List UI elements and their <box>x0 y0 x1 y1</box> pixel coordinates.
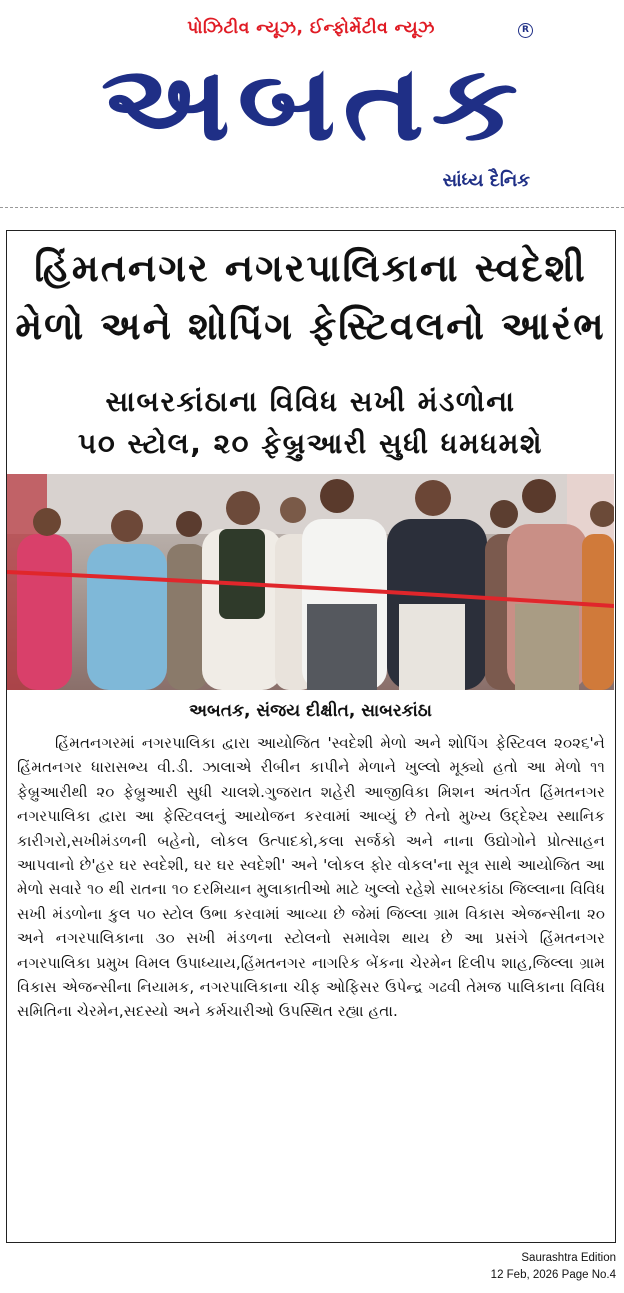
page-footer <box>316 1250 616 1284</box>
date-page-label: 12 Feb, 2026 Page No.4 <box>490 1269 616 1281</box>
registered-mark-icon: R <box>518 23 533 38</box>
article-photo <box>7 474 614 690</box>
news-article <box>6 230 616 1243</box>
masthead <box>0 0 624 205</box>
subheadline-line-1: સાબરકાંઠાના વિવિધ સખી મંડળોના <box>105 385 516 418</box>
edition-type-label: સાંધ્ય દૈનિક <box>442 170 530 191</box>
headline-line-1: હિંમતનગર નગરપાલિકાના સ્વદેશી <box>34 246 587 290</box>
ribbon-cutting-photo <box>7 474 614 690</box>
edition-label: Saurashtra Edition <box>521 1252 616 1264</box>
article-body: હિંમતનગરમાં નગરપાલિકા દ્વારા આયોજિત 'સ્વદેશી મેળો અને શોપિંગ ફેસ્ટિવલ ૨૦૨૬'ને હિંમતનગર ધારાસભ્ય વી.ડી. ઝાલાએ રીબીન કાપીને મેળાને ખુલ્લો મૂક્યો હતો આ મેળો ૧૧ ફેબ્રુઆરીથી ૨૦ ફેબ્રુઆરી સુધી ચાલશે.ગુજરાત શહેરી આજીવિકા મિશન અંતર્ગત હિંમતનગર નગરપાલિકા દ્વારા આ ફેસ્ટિવલનું આયોજન કરવામાં આવ્યું છે તેનો મુખ્ય ઉદ્દેશ્ય સ્થાનિક કારીગરો,સખીમંડળની બહેનો, લોકલ ઉત્પાદકો,કલા સર્જકો અને નાના ઉદ્યોગોને પ્રોત્સાહન આપવાનો છે'હર ઘર સ્વદેશી, ઘર ઘર સ્વદેશી' અને 'લોકલ ફોર વોકલ'ના સૂત્ર સાથે આયોજિત આ મેળો સવારે ૧૦ થી રાતના ૧૦ દરમિયાન મુલાકાતીઓ માટે ખુલ્લો રહેશે સાબરકાંઠા જિલ્લાના વિવિધ સખી મંડળોના કુલ ૫૦ સ્ટોલ ઉભા કરવામાં આવ્યા છે જેમાં જિલ્લા ગ્રામ વિકાસ એજન્સીના ૨૦ અને નગરપાલિકાના ૩૦ સખી મંડળના સ્ટોલનો સમાવેશ થાય છે આ પ્રસંગે હિંમતનગર નગરપાલિકા પ્રમુખ વિમલ ઉપાધ્યાય,હિંમતનગર નાગરિક બેંકના ચેરમેન દિલીપ શાહ,જિલ્લા ગ્રામ વિકાસ એજન્સીના નિયામક, નગરપાલિકાના ચીફ ઓફિસર ઉપેન્દ્ર ગઢવી તેમજ પાલિકાના વિવિધ સમિતિના ચેરમેન,સદસ્યો અને કર્મચારીઓ ઉપસ્થિત રહ્યા હતા. <box>17 734 605 1021</box>
headline-line-2: મેળો અને શોપિંગ ફેસ્ટિવલનો આરંભ <box>15 304 606 348</box>
masthead-divider <box>0 207 624 217</box>
subheadline-line-2: ૫૦ સ્ટોલ, ૨૦ ફેબ્રુઆરી સુધી ધમધમશે <box>77 427 544 460</box>
headline <box>7 239 614 355</box>
subheadline <box>7 381 614 465</box>
newspaper-logo: અબતક <box>100 42 526 164</box>
byline: અબતક, સંજય દીક્ષીત, સાબરકાંઠા <box>189 701 432 721</box>
tagline: પોઝિટીવ ન્યૂઝ, ઈન્ફોર્મેટીવ ન્યૂઝ <box>187 18 435 38</box>
